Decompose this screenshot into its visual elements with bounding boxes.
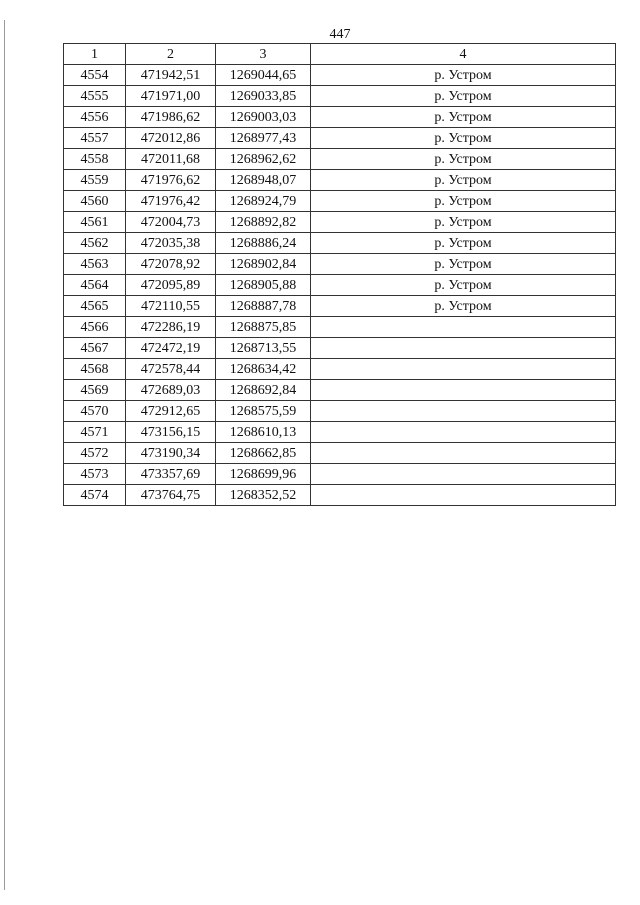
table-row — [64, 401, 616, 422]
x-coordinate-cell: 471986,62 — [126, 107, 216, 128]
x-coordinate-cell: 472078,92 — [126, 254, 216, 275]
description-cell: р. Устром — [311, 65, 616, 86]
table-row — [64, 422, 616, 443]
description-cell — [311, 464, 616, 485]
description-cell: р. Устром — [311, 107, 616, 128]
point-number-cell: 4574 — [64, 485, 126, 506]
y-coordinate-cell: 1268905,88 — [216, 275, 311, 296]
point-number-cell: 4556 — [64, 107, 126, 128]
description-cell — [311, 422, 616, 443]
y-coordinate-cell: 1269044,65 — [216, 65, 311, 86]
y-coordinate-cell: 1268902,84 — [216, 254, 311, 275]
x-coordinate-cell: 472912,65 — [126, 401, 216, 422]
x-coordinate-cell: 471976,62 — [126, 170, 216, 191]
y-coordinate-cell: 1268713,55 — [216, 338, 311, 359]
table-row — [64, 296, 616, 317]
description-cell — [311, 443, 616, 464]
coordinates-table — [63, 43, 616, 506]
y-coordinate-cell: 1268924,79 — [216, 191, 311, 212]
page-number: 447 — [329, 27, 351, 42]
column-header: 3 — [216, 44, 311, 65]
point-number-cell: 4568 — [64, 359, 126, 380]
x-coordinate-cell: 473357,69 — [126, 464, 216, 485]
point-number-cell: 4564 — [64, 275, 126, 296]
description-cell: р. Устром — [311, 86, 616, 107]
y-coordinate-cell: 1268977,43 — [216, 128, 311, 149]
x-coordinate-cell: 471976,42 — [126, 191, 216, 212]
x-coordinate-cell: 473764,75 — [126, 485, 216, 506]
table-row — [64, 128, 616, 149]
x-coordinate-cell: 472095,89 — [126, 275, 216, 296]
y-coordinate-cell: 1268948,07 — [216, 170, 311, 191]
y-coordinate-cell: 1268352,52 — [216, 485, 311, 506]
point-number-cell: 4563 — [64, 254, 126, 275]
y-coordinate-cell: 1268962,62 — [216, 149, 311, 170]
table-row — [64, 191, 616, 212]
point-number-cell: 4560 — [64, 191, 126, 212]
x-coordinate-cell: 471942,51 — [126, 65, 216, 86]
table-row — [64, 485, 616, 506]
table-row — [64, 254, 616, 275]
point-number-cell: 4561 — [64, 212, 126, 233]
point-number-cell: 4555 — [64, 86, 126, 107]
description-cell: р. Устром — [311, 212, 616, 233]
point-number-cell: 4566 — [64, 317, 126, 338]
description-cell — [311, 380, 616, 401]
point-number-cell: 4554 — [64, 65, 126, 86]
table-row — [64, 212, 616, 233]
y-coordinate-cell: 1268634,42 — [216, 359, 311, 380]
page-edge-line — [4, 20, 5, 890]
table-row — [64, 275, 616, 296]
x-coordinate-cell: 472689,03 — [126, 380, 216, 401]
y-coordinate-cell: 1269003,03 — [216, 107, 311, 128]
description-cell: р. Устром — [311, 254, 616, 275]
description-cell — [311, 338, 616, 359]
x-coordinate-cell: 472110,55 — [126, 296, 216, 317]
description-cell: р. Устром — [311, 275, 616, 296]
description-cell — [311, 401, 616, 422]
point-number-cell: 4570 — [64, 401, 126, 422]
column-header: 2 — [126, 44, 216, 65]
column-header: 4 — [311, 44, 616, 65]
y-coordinate-cell: 1268886,24 — [216, 233, 311, 254]
y-coordinate-cell: 1268692,84 — [216, 380, 311, 401]
x-coordinate-cell: 472035,38 — [126, 233, 216, 254]
x-coordinate-cell: 472012,86 — [126, 128, 216, 149]
point-number-cell: 4557 — [64, 128, 126, 149]
y-coordinate-cell: 1268699,96 — [216, 464, 311, 485]
column-header: 1 — [64, 44, 126, 65]
description-cell: р. Устром — [311, 233, 616, 254]
table-row — [64, 464, 616, 485]
point-number-cell: 4565 — [64, 296, 126, 317]
description-cell — [311, 317, 616, 338]
description-cell: р. Устром — [311, 191, 616, 212]
y-coordinate-cell: 1269033,85 — [216, 86, 311, 107]
x-coordinate-cell: 472004,73 — [126, 212, 216, 233]
y-coordinate-cell: 1268575,59 — [216, 401, 311, 422]
y-coordinate-cell: 1268875,85 — [216, 317, 311, 338]
point-number-cell: 4559 — [64, 170, 126, 191]
point-number-cell: 4571 — [64, 422, 126, 443]
x-coordinate-cell: 471971,00 — [126, 86, 216, 107]
table-row — [64, 317, 616, 338]
y-coordinate-cell: 1268610,13 — [216, 422, 311, 443]
x-coordinate-cell: 472286,19 — [126, 317, 216, 338]
table-row — [64, 380, 616, 401]
table-row — [64, 170, 616, 191]
table-row — [64, 107, 616, 128]
x-coordinate-cell: 473156,15 — [126, 422, 216, 443]
description-cell — [311, 359, 616, 380]
table-row — [64, 65, 616, 86]
x-coordinate-cell: 473190,34 — [126, 443, 216, 464]
point-number-cell: 4569 — [64, 380, 126, 401]
x-coordinate-cell: 472011,68 — [126, 149, 216, 170]
y-coordinate-cell: 1268887,78 — [216, 296, 311, 317]
table-row — [64, 149, 616, 170]
description-cell: р. Устром — [311, 149, 616, 170]
description-cell — [311, 485, 616, 506]
point-number-cell: 4567 — [64, 338, 126, 359]
table-row — [64, 338, 616, 359]
table-body — [64, 65, 616, 506]
table-row — [64, 443, 616, 464]
description-cell: р. Устром — [311, 128, 616, 149]
point-number-cell: 4558 — [64, 149, 126, 170]
x-coordinate-cell: 472472,19 — [126, 338, 216, 359]
table-row — [64, 233, 616, 254]
table-row — [64, 359, 616, 380]
point-number-cell: 4562 — [64, 233, 126, 254]
y-coordinate-cell: 1268892,82 — [216, 212, 311, 233]
point-number-cell: 4572 — [64, 443, 126, 464]
table-row — [64, 86, 616, 107]
table-header-row — [64, 44, 616, 65]
description-cell: р. Устром — [311, 296, 616, 317]
y-coordinate-cell: 1268662,85 — [216, 443, 311, 464]
description-cell: р. Устром — [311, 170, 616, 191]
point-number-cell: 4573 — [64, 464, 126, 485]
x-coordinate-cell: 472578,44 — [126, 359, 216, 380]
